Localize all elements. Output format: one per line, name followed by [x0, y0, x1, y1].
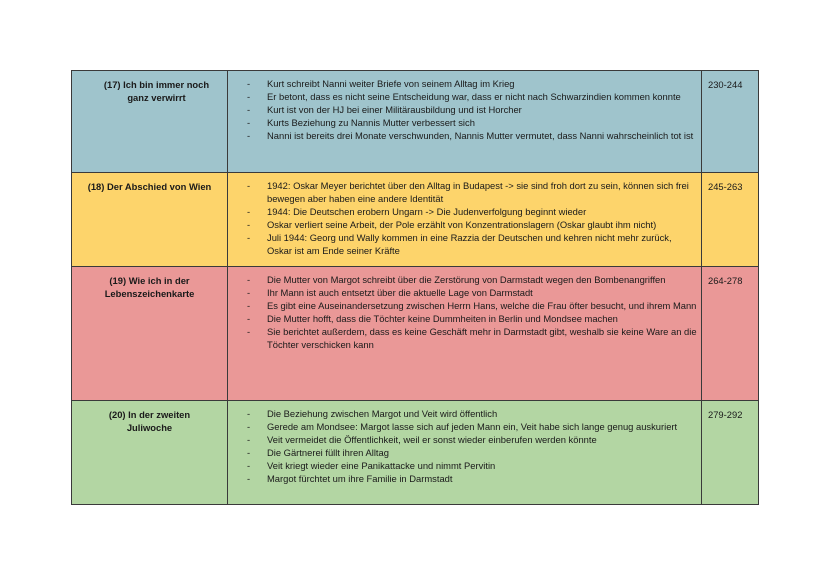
bullet-list	[236, 77, 697, 142]
bullet-item: - Die Mutter hofft, dass die Töchter keine Dummheiten in Berlin und Mondsee machen	[236, 312, 697, 325]
chapter-title-cell	[72, 401, 228, 505]
chapter-content-cell	[228, 401, 702, 505]
chapter-title: (20) In der zweiten Juliwoche	[108, 409, 191, 433]
chapter-title-cell	[72, 267, 228, 401]
chapter-row-19	[72, 267, 759, 401]
page-range: 245-263	[702, 173, 759, 267]
chapter-content-cell	[228, 71, 702, 173]
chapter-title: (19) Wie ich in der Lebenszeichenkarte	[104, 275, 195, 299]
chapter-row-17	[72, 71, 759, 173]
chapter-content-cell	[228, 267, 702, 401]
bullet-item: - Sie berichtet außerdem, dass es keine Geschäft mehr in Darmstadt gibt, weshalb sie keine Ware an die Töchter verschicken kann	[236, 325, 697, 351]
chapter-title: (18) Der Abschied von Wien	[87, 181, 212, 192]
chapter-row-18	[72, 173, 759, 267]
chapter-row-20	[72, 401, 759, 505]
page-range: 279-292	[702, 401, 759, 505]
bullet-item: - Margot fürchtet um ihre Familie in Darmstadt	[236, 472, 697, 485]
bullet-item: - Ihr Mann ist auch entsetzt über die aktuelle Lage von Darmstadt	[236, 286, 697, 299]
bullet-item: - Juli 1944: Georg und Wally kommen in eine Razzia der Deutschen und kehren nicht mehr zurück, Oskar ist am Ende seiner Kräfte	[236, 231, 697, 257]
bullet-item: - Die Gärtnerei füllt ihren Alltag	[236, 446, 697, 459]
bullet-item: - Kurt ist von der HJ bei einer Militärausbildung und ist Horcher	[236, 103, 697, 116]
bullet-item: - Kurt schreibt Nanni weiter Briefe von seinem Alltag im Krieg	[236, 77, 697, 90]
chapter-title-cell	[72, 71, 228, 173]
bullet-item: - Die Mutter von Margot schreibt über die Zerstörung von Darmstadt wegen den Bombenangriffen	[236, 273, 697, 286]
bullet-item: - Gerede am Mondsee: Margot lasse sich auf jeden Mann ein, Veit habe sich lange genug auskuriert	[236, 420, 697, 433]
bullet-item: - 1944: Die Deutschen erobern Ungarn -> Die Judenverfolgung beginnt wieder	[236, 205, 697, 218]
bullet-item: - Es gibt eine Auseinandersetzung zwischen Herrn Hans, welche die Frau öfter besucht, und ihrem Mann	[236, 299, 697, 312]
page-range: 230-244	[702, 71, 759, 173]
chapter-title: (17) Ich bin immer noch ganz verwirrt	[103, 79, 210, 103]
chapter-title-cell	[72, 173, 228, 267]
chapter-summary-table	[71, 70, 759, 505]
bullet-list	[236, 273, 697, 351]
bullet-item: - Die Beziehung zwischen Margot und Veit wird öffentlich	[236, 407, 697, 420]
bullet-item: - 1942: Oskar Meyer berichtet über den Alltag in Budapest -> sie sind froh dort zu sein, können sich frei bewegen aber haben eine andere Identität	[236, 179, 697, 205]
bullet-item: - Oskar verliert seine Arbeit, der Pole erzählt von Konzentrationslagern (Oskar glaubt ihm nicht)	[236, 218, 697, 231]
bullet-list	[236, 179, 697, 257]
bullet-item: - Kurts Beziehung zu Nannis Mutter verbessert sich	[236, 116, 697, 129]
bullet-list	[236, 407, 697, 485]
bullet-item: - Er betont, dass es nicht seine Entscheidung war, dass er nicht nach Schwarzindien kommen konnte	[236, 90, 697, 103]
bullet-item: - Veit kriegt wieder eine Panikattacke und nimmt Pervitin	[236, 459, 697, 472]
bullet-item: - Nanni ist bereits drei Monate verschwunden, Nannis Mutter vermutet, dass Nanni wahrscheinlich tot ist	[236, 129, 697, 142]
chapter-content-cell	[228, 173, 702, 267]
bullet-item: - Veit vermeidet die Öffentlichkeit, weil er sonst wieder einberufen werden könnte	[236, 433, 697, 446]
page-range: 264-278	[702, 267, 759, 401]
